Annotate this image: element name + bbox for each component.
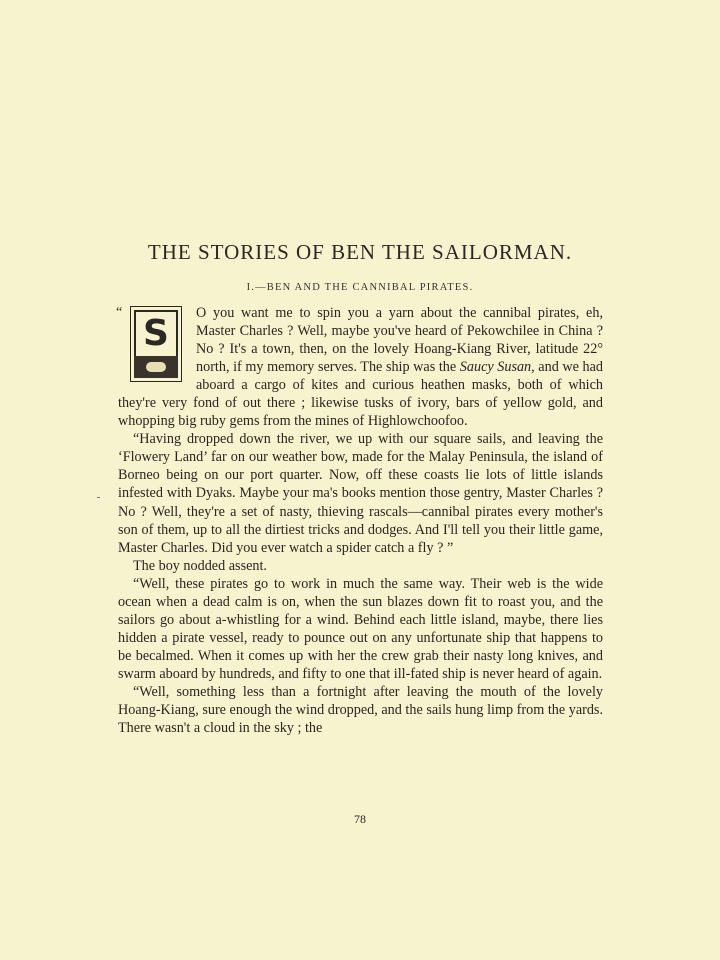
- drop-cap: [118, 304, 188, 382]
- page-number: 78: [354, 812, 366, 826]
- paragraph-2: “Having dropped down the river, we up with our square sails, and leaving the ‘Flowery Land’ far on our weather bow, made for the Malay Peninsula, the island of Borneo being on our port quarter. Now, off these coasts lie lots of little islands infested with Dyaks. Maybe your ma's books mention those gentry, Master Charles ? No ? Well, they're a set of nasty, thieving rascals—cannibal pirates every mother's son of them, up to all the dirtiest tricks and dodges. And I'll tell you their little game, Master Charles. Did you ever watch a spider catch a fly ? ”: [118, 431, 603, 556]
- paragraph-1-text: O you want me to spin you a yarn about the cannibal pirates, eh, Master Charles ? Well, maybe you've heard of Pekowchilee in China ? No ? It's a town, then, on the lovely Hoang-Kiang River, latitude 22° north, if my memory serves. The ship was the: [196, 305, 603, 376]
- paragraph-5: “Well, something less than a fortnight after leaving the mouth of the lovely Hoang-Kiang, sure enough the wind dropped, and the sails hung limp from the yards. There wasn't a cloud in the sky ; the: [118, 683, 603, 737]
- paragraph-4: “Well, these pirates go to work in much the same way. Their web is the wide ocean when a dead calm is on, when the sun blazes down fit to roast you, and the sailors go about a-whistling for a wind. Behind each little island, maybe, there lies hidden a pirate vessel, ready to pounce out on any unfortunate ship that happens to be becalmed. When it comes up with her the crew grab their nasty long knives, and swarm aboard by hundreds, and fifty to one that ill-fated ship is never heard of again.: [118, 575, 603, 682]
- page-title: THE STORIES OF BEN THE SAILORMAN.: [147, 240, 573, 264]
- drop-cap-ornament-icon: [134, 356, 178, 378]
- drop-cap-letter: S: [143, 313, 169, 354]
- paragraph-1-tail: and we had aboard a cargo of kites and curious heathen masks, both of which they're very fond of out there ; likewise tusks of ivory, bars of yellow gold, and whopping big ruby gems from the mines of Highlowchoofoo.: [118, 359, 604, 430]
- margin-mark: [97, 497, 100, 498]
- chapter-subtitle: I.—BEN AND THE CANNIBAL PIRATES.: [246, 282, 474, 293]
- paragraph-1: [118, 304, 603, 430]
- opening-quote: “: [116, 305, 123, 320]
- ship-name: Saucy Susan,: [459, 359, 535, 376]
- paragraph-3: The boy nodded assent.: [133, 557, 267, 574]
- story-body: [118, 304, 603, 737]
- drop-cap-frame: [130, 306, 182, 382]
